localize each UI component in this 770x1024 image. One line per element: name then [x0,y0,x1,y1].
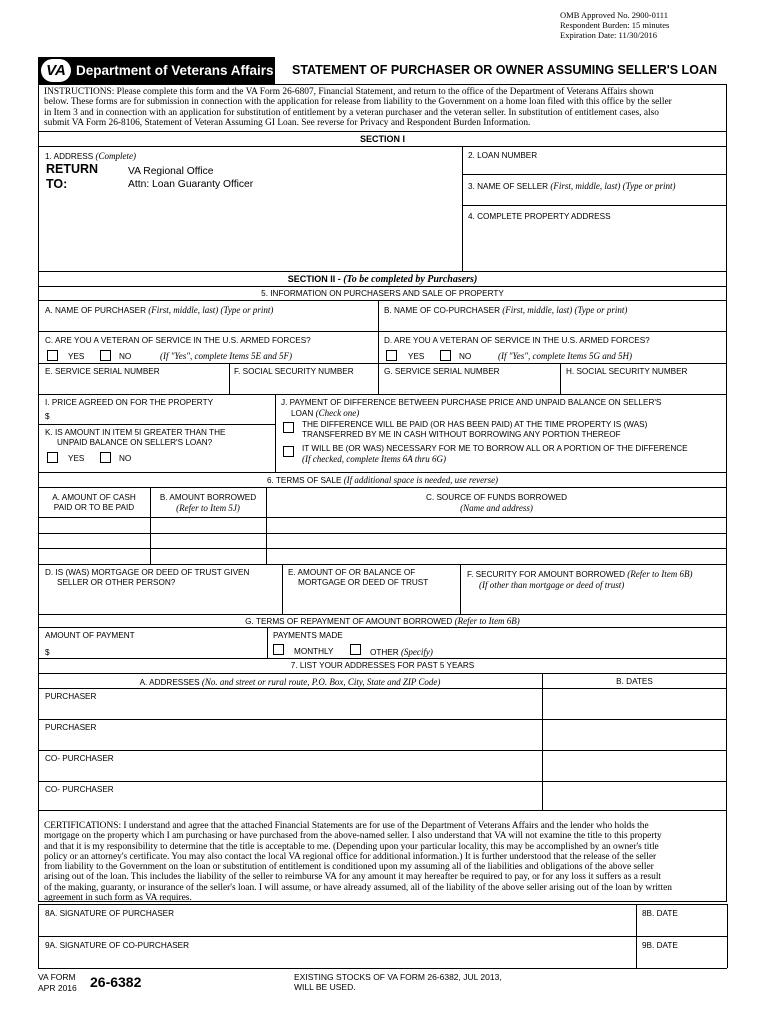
respondent-burden: Respondent Burden: 15 minutes [560,20,670,30]
d-no-label: NO [459,352,472,361]
label-text: MORTGAGE OR DEED OF TRUST [298,578,429,587]
footer-form-label [38,972,77,994]
amount-borrowed-label [150,493,266,513]
label-hint: (First, middle, last) (Type or print) [502,305,628,315]
label-text: B. AMOUNT BORROWED [159,493,257,502]
k-yes-checkbox[interactable] [47,452,58,463]
rule [378,300,379,394]
j-borrow-checkbox[interactable] [283,446,294,457]
heading-text: SECTION II - [287,274,344,284]
other-label [370,647,433,658]
rule [560,363,561,394]
instructions-line: in Item 3 and in connection with an application for substitution of entitlement by a veteran purchaser and the veteran seller. In substitution of entitlement cases, also [44,107,659,118]
certification-line: from liability to the Government on the loan or substitution of entitlement is conditioned upon my assuming all of the liabilities and obligations of the above seller [44,862,654,873]
date-9b-label: 9B. DATE [642,941,678,950]
va-office-address [128,165,253,191]
certification-line: policy or an attorney's certificate. You may also contact the local VA regional office for additional information.) It is further understood that the release of the seller [44,851,657,862]
j-borrow-option [302,444,688,464]
return-to-label [46,162,98,192]
rule [727,904,728,968]
c-hint: (If "Yes", complete Items 5E and 5F) [160,351,292,361]
rule [462,205,727,206]
label-text: 1. ADDRESS [45,152,94,161]
label-hint: (Specify) [400,647,433,657]
label-hint: (If other than mortgage or deed of trust) [479,580,625,590]
option-text: TRANSFERRED BY ME IN CASH WITHOUT BORROWING ANY PORTION THEREOF [302,430,621,439]
mortgage-given-label [45,568,249,588]
omb-block [560,10,720,40]
label-hint: (Refer to Item 6B) [627,569,693,579]
footer-text: APR 2016 [38,983,77,993]
rule [38,688,727,689]
monthly-checkbox[interactable] [273,644,284,655]
label-hint: (No. and street or rural route, P.O. Box, City, State and ZIP Code) [201,677,441,687]
rule [38,548,727,549]
va-logo-icon [41,59,71,82]
rule [38,673,727,674]
label-line [281,408,661,419]
item6-heading [38,475,727,486]
option-text: THE DIFFERENCE WILL BE PAID (OR HAS BEEN PAID) AT THE TIME PROPERTY IS (WAS) [302,420,648,429]
d-yes-checkbox[interactable] [386,350,397,361]
option-hint: (If checked, complete Items 6A thru 6G) [302,454,447,464]
c-no-label: NO [119,352,132,361]
signature-copurchaser-label: 9A. SIGNATURE OF CO-PURCHASER [45,941,190,950]
rule [38,781,727,782]
label-hint: (Name and address) [460,503,533,513]
label-text: F. SECURITY FOR AMOUNT BORROWED [467,570,625,579]
to-word: TO: [46,177,68,191]
address-row-purchaser: PURCHASER [45,723,97,732]
d-no-checkbox[interactable] [440,350,451,361]
c-yes-checkbox[interactable] [47,350,58,361]
footer-text: VA FORM [38,972,76,982]
d-hint: (If "Yes", complete Items 5G and 5H) [498,351,632,361]
repayment-heading [38,616,727,627]
rule [38,719,727,720]
certification-line: of the making, guaranty, or insurance of the seller's loan. I will assume, or have already assumed, all of the liability of the above seller arising out of the loan by written [44,882,672,893]
j-cash-checkbox[interactable] [283,422,294,433]
rule [38,627,727,628]
rule [38,533,727,534]
rule [38,517,727,518]
rule [267,627,268,658]
address-row-copurchaser: CO- PURCHASER [45,785,114,794]
label-hint: (Check one) [315,408,360,418]
property-address-label: 4. COMPLETE PROPERTY ADDRESS [468,212,611,221]
rule [229,363,230,394]
section2-heading [38,274,727,285]
rule [38,904,727,905]
agency-banner [38,57,275,84]
cash-amount-label [38,493,150,513]
section1-heading: SECTION I [359,134,405,144]
form-title: STATEMENT OF PURCHASER OR OWNER ASSUMING SELLER'S LOAN [292,63,717,77]
label-text: UNPAID BALANCE ON SELLER'S LOAN? [57,438,213,447]
e-serial-label: E. SERVICE SERIAL NUMBER [45,367,160,376]
security-label [467,569,693,590]
rule [38,394,727,395]
c-no-checkbox[interactable] [100,350,111,361]
certification-line: mortgage on the property which I am purchasing or have purchased from the above-named seller. I also understand that VA will not examine the title to this property [44,831,662,842]
omb-number: OMB Approved No. 2900-0111 [560,10,668,20]
purchaser-name-label [45,305,273,316]
office-line: Attn: Loan Guaranty Officer [128,179,254,190]
k-no-label: NO [119,454,132,463]
rule [462,146,463,271]
k-label [45,428,225,448]
footer-form-number: 26-6382 [90,974,142,990]
h-ssn-label: H. SOCIAL SECURITY NUMBER [566,367,688,376]
office-line: VA Regional Office [128,166,214,177]
certification-line: agreement in such form as VA requires. [44,893,192,904]
signature-purchaser-label: 8A. SIGNATURE OF PURCHASER [45,909,175,918]
label-hint: (First, middle, last) (Type or print) [148,305,274,315]
f-ssn-label: F. SOCIAL SECURITY NUMBER [234,367,354,376]
label-text: OTHER [370,648,401,657]
label-text: 3. NAME OF SELLER [468,182,549,191]
seller-name-label [468,181,675,192]
heading-hint: (Refer to Item 6B) [454,616,520,626]
c-yes-label: YES [68,352,85,361]
label-text: C. SOURCE OF FUNDS BORROWED [425,493,567,502]
rule [462,174,727,175]
instructions-line: below. These forms are for submission in connection with the application for release from liability to the Government on a home loan filed with this office by the seller [44,97,672,108]
mortgage-balance-label [288,568,428,588]
signature-purchaser-field[interactable] [39,920,635,935]
label-text: D. IS (WAS) MORTGAGE OR DEED OF TRUST GIVEN [45,568,250,577]
amount-payment-label: AMOUNT OF PAYMENT [45,631,135,640]
price-label: I. PRICE AGREED ON FOR THE PROPERTY [45,398,214,407]
certification-line: arising out of the loan. This includes the liability of the seller to reimburse VA for any amount it may hereafter be required to pay, or for any loss it suffers as a result [44,872,662,883]
loan-number-label: 2. LOAN NUMBER [468,151,538,160]
payment-dollar: $ [45,648,50,657]
rule [542,673,543,810]
rule [38,331,727,332]
address-label [45,151,136,162]
rule [282,564,283,614]
rule [38,968,727,969]
footer-text: WILL BE USED. [294,982,356,992]
addresses-label [38,677,542,688]
certification-line: CERTIFICATIONS: I understand and agree that the attached Financial Statements are for use of the Department of Veterans Affairs and the lender who holds the [44,821,649,831]
k-yes-label: YES [68,454,85,463]
label-text: B. NAME OF CO-PURCHASER [384,306,501,315]
veteran-question-c: C. ARE YOU A VETERAN OF SERVICE IN THE U.S. ARMED FORCES? [45,336,311,345]
rule [38,487,727,488]
return-word: RETURN [46,162,99,176]
rule [38,146,727,147]
footer-text: EXISTING STOCKS OF VA FORM 26-6382, JUL 2013, [294,972,502,982]
rule [38,564,727,565]
d-yes-label: YES [408,352,425,361]
label-hint: (First, middle, last) (Type or print) [550,181,676,191]
rule [38,472,727,473]
rule [38,131,727,132]
label-text: E. AMOUNT OF OR BALANCE OF [288,568,416,577]
label-hint: (Refer to Item 5J) [176,503,240,513]
heading-text: 6. TERMS OF SALE [266,476,344,485]
j-label [281,398,661,419]
address-row-purchaser: PURCHASER [45,692,97,701]
label-text: K. IS AMOUNT IN ITEM 5I GREATER THAN THE [45,428,226,437]
dates-label: B. DATES [616,677,653,686]
certification-line: and that it is my responsibility to determine that the title is acceptable to me. (Depending upon your particular locality, this may be accomplished by an owner's title [44,841,659,852]
rule [460,564,461,614]
rule [38,936,727,937]
copurchaser-name-label [384,305,627,316]
rule [38,286,727,287]
label-text: A. AMOUNT OF CASH [52,493,136,502]
price-dollar: $ [45,412,50,421]
rule [38,658,727,659]
logo-text: VA [46,62,66,79]
item7-heading: 7. LIST YOUR ADDRESSES FOR PAST 5 YEARS [290,661,475,670]
rule [38,271,727,272]
funds-source-label [266,493,727,513]
veteran-question-d: D. ARE YOU A VETERAN OF SERVICE IN THE U.S. ARMED FORCES? [384,336,650,345]
rule [38,750,727,751]
rule [275,394,276,472]
heading-hint: (To be completed by Purchasers) [343,274,478,285]
item5-heading: 5. INFORMATION ON PURCHASERS AND SALE OF PROPERTY [261,289,504,298]
payments-made-label: PAYMENTS MADE [273,631,343,640]
heading-hint: (If additional space is needed, use reverse) [343,475,499,485]
label-hint: (Complete) [95,151,137,161]
rule [38,424,275,425]
k-no-checkbox[interactable] [100,452,111,463]
footer-stock-note [294,972,502,992]
label-text: SELLER OR OTHER PERSON? [57,578,176,587]
label-text: LOAN [291,409,314,418]
option-text: IT WILL BE (OR WAS) NECESSARY FOR ME TO BORROW ALL OR A PORTION OF THE DIFFERENCE [302,444,688,453]
g-serial-label: G. SERVICE SERIAL NUMBER [384,367,500,376]
date-8b-label: 8B. DATE [642,909,678,918]
monthly-label: MONTHLY [294,647,334,656]
address-row-copurchaser: CO- PURCHASER [45,754,114,763]
label-text: PAID OR TO BE PAID [53,503,135,512]
rule [38,300,727,301]
rule [38,810,727,811]
rule [38,363,727,364]
rule [38,614,727,615]
other-checkbox[interactable] [350,644,361,655]
label-text: A. NAME OF PURCHASER [45,306,146,315]
expiration-date: Expiration Date: 11/30/2016 [560,30,657,40]
instructions-line: INSTRUCTIONS: Please complete this form and the VA Form 26-6807, Financial Statement, and return to the office of the Department of Veterans Affairs shown [44,87,654,97]
j-cash-option [302,420,647,440]
signature-copurchaser-field[interactable] [39,952,635,967]
heading-text: G. TERMS OF REPAYMENT OF AMOUNT BORROWED [245,617,455,626]
instructions [44,87,724,129]
agency-name: Department of Veterans Affairs [76,63,274,78]
label-text: A. ADDRESSES [139,678,202,687]
label-text: J. PAYMENT OF DIFFERENCE BETWEEN PURCHASE PRICE AND UNPAID BALANCE ON SELLER'S [281,398,662,407]
certifications [44,821,724,903]
instructions-line: submit VA Form 26-8106, Statement of Veteran Assuming GI Loan. See reverse for Privacy and Respondent Burden Information. [44,118,531,129]
